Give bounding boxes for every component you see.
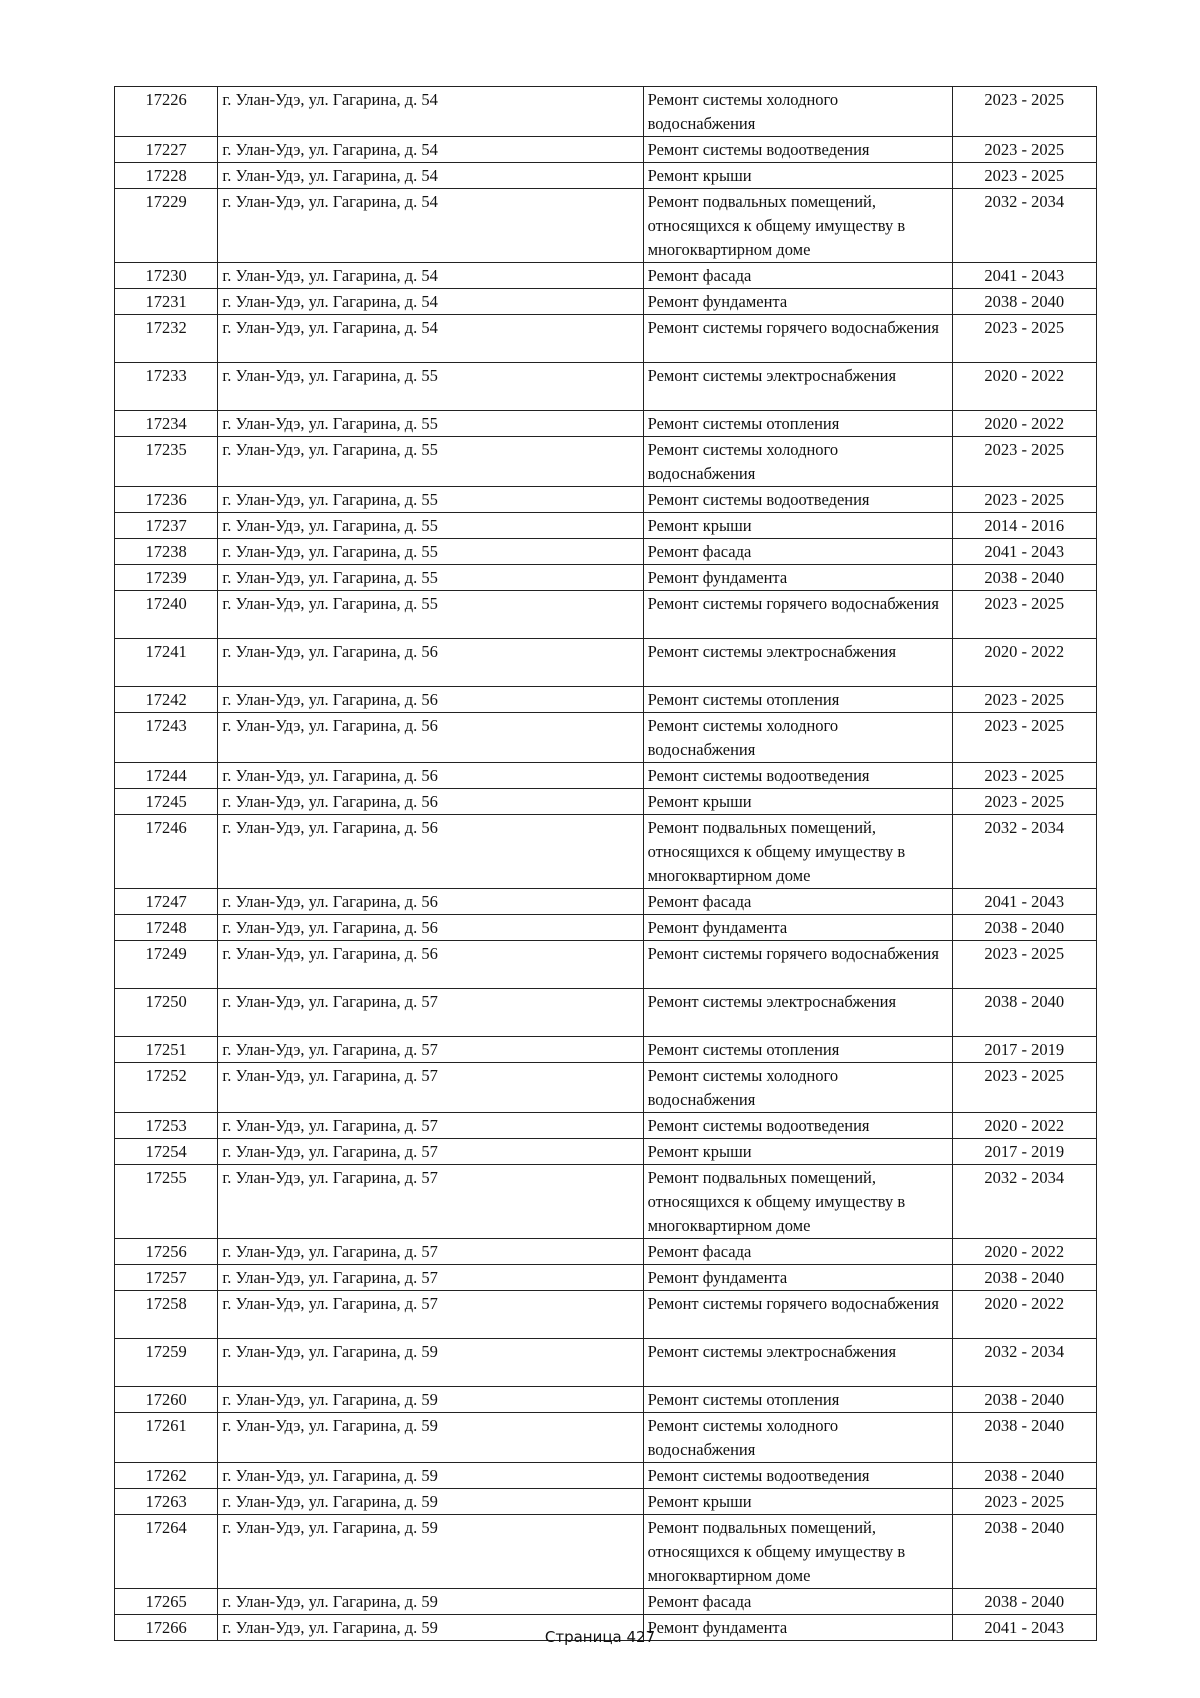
- work-type-cell: Ремонт системы горячего водоснабжения: [643, 591, 952, 639]
- work-type-cell: Ремонт системы водоотведения: [643, 1113, 952, 1139]
- address-cell: г. Улан-Удэ, ул. Гагарина, д. 57: [218, 1265, 643, 1291]
- address-cell: г. Улан-Удэ, ул. Гагарина, д. 55: [218, 487, 643, 513]
- address-cell: г. Улан-Удэ, ул. Гагарина, д. 54: [218, 163, 643, 189]
- row-id-cell: 17226: [115, 87, 218, 137]
- table-row: [115, 763, 1097, 789]
- period-cell: 2038 - 2040: [952, 989, 1096, 1037]
- table-row: [115, 1139, 1097, 1165]
- row-id-cell: 17235: [115, 437, 218, 487]
- period-cell: 2032 - 2034: [952, 1165, 1096, 1239]
- table-row: [115, 1489, 1097, 1515]
- table-row: [115, 941, 1097, 989]
- period-cell: 2017 - 2019: [952, 1139, 1096, 1165]
- work-type-cell: Ремонт системы водоотведения: [643, 763, 952, 789]
- work-type-cell: Ремонт системы электроснабжения: [643, 1339, 952, 1387]
- row-id-cell: 17250: [115, 989, 218, 1037]
- period-cell: 2014 - 2016: [952, 513, 1096, 539]
- period-cell: 2023 - 2025: [952, 87, 1096, 137]
- address-cell: г. Улан-Удэ, ул. Гагарина, д. 56: [218, 889, 643, 915]
- table-row: [115, 263, 1097, 289]
- address-cell: г. Улан-Удэ, ул. Гагарина, д. 59: [218, 1589, 643, 1615]
- period-cell: 2023 - 2025: [952, 487, 1096, 513]
- period-cell: 2032 - 2034: [952, 815, 1096, 889]
- work-type-cell: Ремонт фундамента: [643, 289, 952, 315]
- row-id-cell: 17233: [115, 363, 218, 411]
- row-id-cell: 17255: [115, 1165, 218, 1239]
- table-row: [115, 889, 1097, 915]
- address-cell: г. Улан-Удэ, ул. Гагарина, д. 57: [218, 1037, 643, 1063]
- row-id-cell: 17249: [115, 941, 218, 989]
- table-row: [115, 189, 1097, 263]
- table-row: [115, 1037, 1097, 1063]
- table-row: [115, 565, 1097, 591]
- table-row: [115, 487, 1097, 513]
- row-id-cell: 17265: [115, 1589, 218, 1615]
- row-id-cell: 17246: [115, 815, 218, 889]
- table-row: [115, 437, 1097, 487]
- period-cell: 2023 - 2025: [952, 315, 1096, 363]
- address-cell: г. Улан-Удэ, ул. Гагарина, д. 56: [218, 789, 643, 815]
- row-id-cell: 17258: [115, 1291, 218, 1339]
- table-row: [115, 713, 1097, 763]
- row-id-cell: 17230: [115, 263, 218, 289]
- row-id-cell: 17257: [115, 1265, 218, 1291]
- row-id-cell: 17260: [115, 1387, 218, 1413]
- work-type-cell: Ремонт системы холодного водоснабжения: [643, 1413, 952, 1463]
- table-row: [115, 1589, 1097, 1615]
- row-id-cell: 17264: [115, 1515, 218, 1589]
- row-id-cell: 17228: [115, 163, 218, 189]
- work-type-cell: Ремонт системы электроснабжения: [643, 363, 952, 411]
- work-type-cell: Ремонт подвальных помещений, относящихся к общему имуществу в многоквартирном доме: [643, 815, 952, 889]
- period-cell: 2020 - 2022: [952, 363, 1096, 411]
- table-row: [115, 1239, 1097, 1265]
- table-row: [115, 1265, 1097, 1291]
- row-id-cell: 17240: [115, 591, 218, 639]
- address-cell: г. Улан-Удэ, ул. Гагарина, д. 59: [218, 1463, 643, 1489]
- work-type-cell: Ремонт системы отопления: [643, 1037, 952, 1063]
- row-id-cell: 17231: [115, 289, 218, 315]
- period-cell: 2023 - 2025: [952, 789, 1096, 815]
- row-id-cell: 17253: [115, 1113, 218, 1139]
- table-row: [115, 591, 1097, 639]
- address-cell: г. Улан-Удэ, ул. Гагарина, д. 55: [218, 591, 643, 639]
- address-cell: г. Улан-Удэ, ул. Гагарина, д. 59: [218, 1387, 643, 1413]
- period-cell: 2038 - 2040: [952, 1387, 1096, 1413]
- address-cell: г. Улан-Удэ, ул. Гагарина, д. 55: [218, 437, 643, 487]
- period-cell: 2023 - 2025: [952, 163, 1096, 189]
- period-cell: 2020 - 2022: [952, 1113, 1096, 1139]
- period-cell: 2041 - 2043: [952, 889, 1096, 915]
- period-cell: 2032 - 2034: [952, 189, 1096, 263]
- work-type-cell: Ремонт системы отопления: [643, 687, 952, 713]
- row-id-cell: 17243: [115, 713, 218, 763]
- table-row: [115, 1291, 1097, 1339]
- address-cell: г. Улан-Удэ, ул. Гагарина, д. 57: [218, 1113, 643, 1139]
- period-cell: 2023 - 2025: [952, 941, 1096, 989]
- address-cell: г. Улан-Удэ, ул. Гагарина, д. 59: [218, 1413, 643, 1463]
- table-row: [115, 815, 1097, 889]
- work-type-cell: Ремонт системы горячего водоснабжения: [643, 1291, 952, 1339]
- table-row: [115, 411, 1097, 437]
- repair-schedule-table: [114, 86, 1097, 1641]
- work-type-cell: Ремонт фундамента: [643, 915, 952, 941]
- address-cell: г. Улан-Удэ, ул. Гагарина, д. 55: [218, 363, 643, 411]
- work-type-cell: Ремонт системы горячего водоснабжения: [643, 315, 952, 363]
- table-row: [115, 1339, 1097, 1387]
- work-type-cell: Ремонт системы водоотведения: [643, 137, 952, 163]
- address-cell: г. Улан-Удэ, ул. Гагарина, д. 55: [218, 565, 643, 591]
- address-cell: г. Улан-Удэ, ул. Гагарина, д. 56: [218, 915, 643, 941]
- address-cell: г. Улан-Удэ, ул. Гагарина, д. 54: [218, 263, 643, 289]
- address-cell: г. Улан-Удэ, ул. Гагарина, д. 56: [218, 815, 643, 889]
- work-type-cell: Ремонт системы электроснабжения: [643, 989, 952, 1037]
- period-cell: 2038 - 2040: [952, 1515, 1096, 1589]
- row-id-cell: 17248: [115, 915, 218, 941]
- work-type-cell: Ремонт фасада: [643, 1239, 952, 1265]
- table-row: [115, 1387, 1097, 1413]
- table-row: [115, 289, 1097, 315]
- address-cell: г. Улан-Удэ, ул. Гагарина, д. 57: [218, 1063, 643, 1113]
- address-cell: г. Улан-Удэ, ул. Гагарина, д. 54: [218, 87, 643, 137]
- work-type-cell: Ремонт фасада: [643, 889, 952, 915]
- table-row: [115, 1515, 1097, 1589]
- row-id-cell: 17259: [115, 1339, 218, 1387]
- address-cell: г. Улан-Удэ, ул. Гагарина, д. 56: [218, 713, 643, 763]
- period-cell: 2041 - 2043: [952, 263, 1096, 289]
- period-cell: 2023 - 2025: [952, 713, 1096, 763]
- table-row: [115, 687, 1097, 713]
- period-cell: 2038 - 2040: [952, 1589, 1096, 1615]
- table-row: [115, 1165, 1097, 1239]
- address-cell: г. Улан-Удэ, ул. Гагарина, д. 56: [218, 687, 643, 713]
- row-id-cell: 17247: [115, 889, 218, 915]
- work-type-cell: Ремонт системы водоотведения: [643, 487, 952, 513]
- table-row: [115, 363, 1097, 411]
- table-row: [115, 137, 1097, 163]
- row-id-cell: 17244: [115, 763, 218, 789]
- period-cell: 2038 - 2040: [952, 1463, 1096, 1489]
- period-cell: 2020 - 2022: [952, 639, 1096, 687]
- period-cell: 2041 - 2043: [952, 539, 1096, 565]
- period-cell: 2020 - 2022: [952, 1239, 1096, 1265]
- table-row: [115, 639, 1097, 687]
- work-type-cell: Ремонт системы отопления: [643, 411, 952, 437]
- work-type-cell: Ремонт крыши: [643, 1489, 952, 1515]
- period-cell: 2017 - 2019: [952, 1037, 1096, 1063]
- row-id-cell: 17229: [115, 189, 218, 263]
- period-cell: 2023 - 2025: [952, 687, 1096, 713]
- period-cell: 2023 - 2025: [952, 1063, 1096, 1113]
- period-cell: 2020 - 2022: [952, 411, 1096, 437]
- row-id-cell: 17234: [115, 411, 218, 437]
- address-cell: г. Улан-Удэ, ул. Гагарина, д. 54: [218, 137, 643, 163]
- row-id-cell: 17261: [115, 1413, 218, 1463]
- address-cell: г. Улан-Удэ, ул. Гагарина, д. 54: [218, 189, 643, 263]
- row-id-cell: 17251: [115, 1037, 218, 1063]
- row-id-cell: 17227: [115, 137, 218, 163]
- address-cell: г. Улан-Удэ, ул. Гагарина, д. 57: [218, 1291, 643, 1339]
- row-id-cell: 17232: [115, 315, 218, 363]
- work-type-cell: Ремонт системы электроснабжения: [643, 639, 952, 687]
- period-cell: 2038 - 2040: [952, 1265, 1096, 1291]
- row-id-cell: 17242: [115, 687, 218, 713]
- row-id-cell: 17237: [115, 513, 218, 539]
- row-id-cell: 17238: [115, 539, 218, 565]
- address-cell: г. Улан-Удэ, ул. Гагарина, д. 54: [218, 315, 643, 363]
- address-cell: г. Улан-Удэ, ул. Гагарина, д. 57: [218, 989, 643, 1037]
- row-id-cell: 17266: [115, 1615, 218, 1641]
- address-cell: г. Улан-Удэ, ул. Гагарина, д. 59: [218, 1615, 643, 1641]
- work-type-cell: Ремонт системы водоотведения: [643, 1463, 952, 1489]
- table-row: [115, 989, 1097, 1037]
- table-row: [115, 87, 1097, 137]
- work-type-cell: Ремонт подвальных помещений, относящихся к общему имуществу в многоквартирном доме: [643, 1515, 952, 1589]
- table-row: [115, 1413, 1097, 1463]
- work-type-cell: Ремонт системы холодного водоснабжения: [643, 1063, 952, 1113]
- row-id-cell: 17263: [115, 1489, 218, 1515]
- table-row: [115, 513, 1097, 539]
- address-cell: г. Улан-Удэ, ул. Гагарина, д. 56: [218, 763, 643, 789]
- table-row: [115, 315, 1097, 363]
- period-cell: 2041 - 2043: [952, 1615, 1096, 1641]
- period-cell: 2038 - 2040: [952, 915, 1096, 941]
- table-row: [115, 789, 1097, 815]
- work-type-cell: Ремонт подвальных помещений, относящихся к общему имуществу в многоквартирном доме: [643, 1165, 952, 1239]
- work-type-cell: Ремонт фасада: [643, 1589, 952, 1615]
- row-id-cell: 17252: [115, 1063, 218, 1113]
- row-id-cell: 17256: [115, 1239, 218, 1265]
- period-cell: 2023 - 2025: [952, 437, 1096, 487]
- row-id-cell: 17239: [115, 565, 218, 591]
- table-row: [115, 1113, 1097, 1139]
- table-row: [115, 163, 1097, 189]
- period-cell: 2020 - 2022: [952, 1291, 1096, 1339]
- table-body: [115, 87, 1097, 1641]
- work-type-cell: Ремонт системы холодного водоснабжения: [643, 437, 952, 487]
- work-type-cell: Ремонт фундамента: [643, 1615, 952, 1641]
- row-id-cell: 17245: [115, 789, 218, 815]
- work-type-cell: Ремонт крыши: [643, 163, 952, 189]
- row-id-cell: 17262: [115, 1463, 218, 1489]
- address-cell: г. Улан-Удэ, ул. Гагарина, д. 55: [218, 513, 643, 539]
- period-cell: 2038 - 2040: [952, 1413, 1096, 1463]
- address-cell: г. Улан-Удэ, ул. Гагарина, д. 59: [218, 1489, 643, 1515]
- address-cell: г. Улан-Удэ, ул. Гагарина, д. 54: [218, 289, 643, 315]
- work-type-cell: Ремонт крыши: [643, 513, 952, 539]
- period-cell: 2038 - 2040: [952, 289, 1096, 315]
- table-row: [115, 1463, 1097, 1489]
- row-id-cell: 17236: [115, 487, 218, 513]
- address-cell: г. Улан-Удэ, ул. Гагарина, д. 56: [218, 639, 643, 687]
- table-row: [115, 539, 1097, 565]
- period-cell: 2023 - 2025: [952, 763, 1096, 789]
- period-cell: 2038 - 2040: [952, 565, 1096, 591]
- work-type-cell: Ремонт крыши: [643, 789, 952, 815]
- period-cell: 2023 - 2025: [952, 591, 1096, 639]
- period-cell: 2023 - 2025: [952, 137, 1096, 163]
- work-type-cell: Ремонт фасада: [643, 263, 952, 289]
- work-type-cell: Ремонт подвальных помещений, относящихся к общему имуществу в многоквартирном доме: [643, 189, 952, 263]
- address-cell: г. Улан-Удэ, ул. Гагарина, д. 55: [218, 539, 643, 565]
- work-type-cell: Ремонт системы холодного водоснабжения: [643, 713, 952, 763]
- page-number: Страница 427: [544, 1628, 656, 1646]
- work-type-cell: Ремонт системы холодного водоснабжения: [643, 87, 952, 137]
- work-type-cell: Ремонт фасада: [643, 539, 952, 565]
- work-type-cell: Ремонт системы отопления: [643, 1387, 952, 1413]
- address-cell: г. Улан-Удэ, ул. Гагарина, д. 57: [218, 1139, 643, 1165]
- address-cell: г. Улан-Удэ, ул. Гагарина, д. 59: [218, 1339, 643, 1387]
- table-row: [115, 915, 1097, 941]
- work-type-cell: Ремонт системы горячего водоснабжения: [643, 941, 952, 989]
- work-type-cell: Ремонт фундамента: [643, 565, 952, 591]
- period-cell: 2032 - 2034: [952, 1339, 1096, 1387]
- row-id-cell: 17254: [115, 1139, 218, 1165]
- address-cell: г. Улан-Удэ, ул. Гагарина, д. 56: [218, 941, 643, 989]
- table-row: [115, 1063, 1097, 1113]
- period-cell: 2023 - 2025: [952, 1489, 1096, 1515]
- address-cell: г. Улан-Удэ, ул. Гагарина, д. 57: [218, 1239, 643, 1265]
- row-id-cell: 17241: [115, 639, 218, 687]
- work-type-cell: Ремонт фундамента: [643, 1265, 952, 1291]
- address-cell: г. Улан-Удэ, ул. Гагарина, д. 55: [218, 411, 643, 437]
- address-cell: г. Улан-Удэ, ул. Гагарина, д. 59: [218, 1515, 643, 1589]
- work-type-cell: Ремонт крыши: [643, 1139, 952, 1165]
- address-cell: г. Улан-Удэ, ул. Гагарина, д. 57: [218, 1165, 643, 1239]
